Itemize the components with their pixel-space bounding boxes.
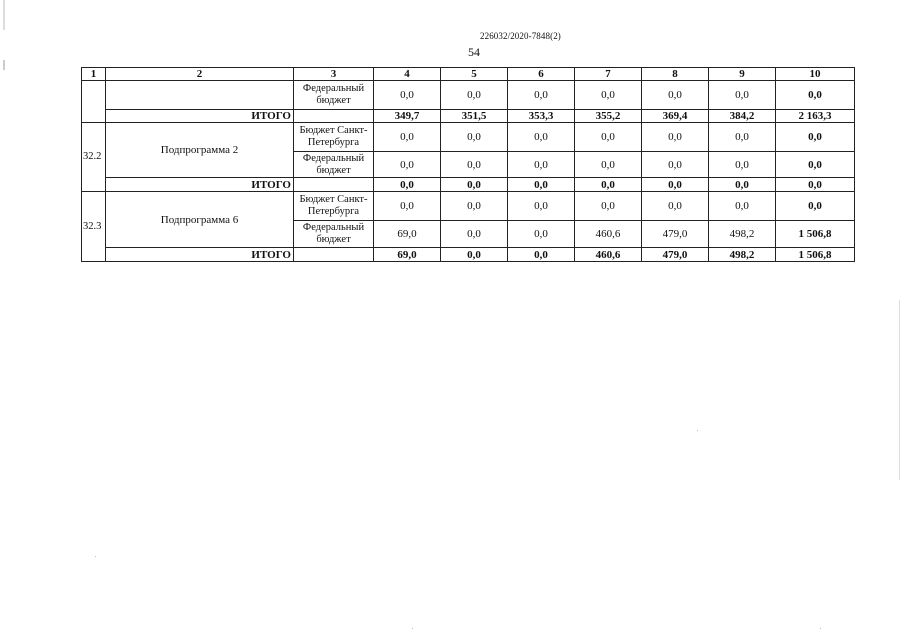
value-cell: 0,0	[508, 152, 575, 178]
funding-source-cell: Федеральный бюджет	[294, 221, 374, 248]
total-value-cell: 384,2	[709, 110, 776, 123]
budget-table	[81, 67, 855, 262]
total-value-cell: 479,0	[642, 248, 709, 262]
scan-edge-mark	[3, 0, 5, 640]
total-value-cell: 0,0	[441, 248, 508, 262]
total-value-cell: 498,2	[709, 248, 776, 262]
total-value-cell: 0,0	[709, 178, 776, 192]
header-cell: 6	[508, 68, 575, 81]
subprogram-name-cell	[106, 81, 294, 110]
total-value-cell: 351,5	[441, 110, 508, 123]
total-column-cell: 0,0	[776, 192, 855, 221]
value-cell: 460,6	[575, 221, 642, 248]
header-cell: 7	[575, 68, 642, 81]
value-cell: 69,0	[374, 221, 441, 248]
empty-cell	[294, 178, 374, 192]
value-cell: 0,0	[374, 152, 441, 178]
value-cell: 0,0	[374, 123, 441, 152]
total-value-cell: 0,0	[508, 248, 575, 262]
value-cell: 0,0	[374, 81, 441, 110]
total-value-cell: 369,4	[642, 110, 709, 123]
total-value-cell: 0,0	[508, 178, 575, 192]
scan-speck	[820, 628, 821, 629]
value-cell: 0,0	[441, 192, 508, 221]
total-row	[82, 248, 855, 262]
funding-source-cell: Федеральный бюджет	[294, 81, 374, 110]
value-cell: 0,0	[642, 123, 709, 152]
total-value-cell: 349,7	[374, 110, 441, 123]
empty-cell	[294, 110, 374, 123]
value-cell: 479,0	[642, 221, 709, 248]
total-column-cell: 1 506,8	[776, 221, 855, 248]
header-cell: 4	[374, 68, 441, 81]
total-value-cell: 353,3	[508, 110, 575, 123]
value-cell: 0,0	[709, 81, 776, 110]
total-label: ИТОГО	[106, 110, 294, 123]
row-number-cell	[82, 81, 106, 123]
total-column-cell: 0,0	[776, 123, 855, 152]
total-value-cell: 0,0	[374, 178, 441, 192]
header-cell: 8	[642, 68, 709, 81]
header-cell: 9	[709, 68, 776, 81]
value-cell: 0,0	[374, 192, 441, 221]
total-value-cell: 0,0	[575, 178, 642, 192]
document-number: 226032/2020-7848(2)	[480, 31, 561, 41]
total-label: ИТОГО	[106, 178, 294, 192]
value-cell: 0,0	[575, 152, 642, 178]
value-cell: 0,0	[575, 81, 642, 110]
value-cell: 0,0	[508, 221, 575, 248]
total-column-cell: 0,0	[776, 81, 855, 110]
total-value-cell: 2 163,3	[776, 110, 855, 123]
funding-source-cell: Бюджет Санкт-Петербурга	[294, 123, 374, 152]
value-cell: 0,0	[642, 81, 709, 110]
total-column-cell: 0,0	[776, 152, 855, 178]
header-cell: 5	[441, 68, 508, 81]
row-number-cell: 32.3	[82, 192, 106, 262]
value-cell: 498,2	[709, 221, 776, 248]
funding-source-cell: Федеральный бюджет	[294, 152, 374, 178]
value-cell: 0,0	[709, 152, 776, 178]
subprogram-name-cell: Подпрограмма 2	[106, 123, 294, 178]
total-value-cell: 1 506,8	[776, 248, 855, 262]
table-row	[82, 123, 855, 152]
header-cell: 10	[776, 68, 855, 81]
scan-speck	[697, 430, 698, 431]
value-cell: 0,0	[508, 81, 575, 110]
header-cell: 2	[106, 68, 294, 81]
total-row	[82, 110, 855, 123]
total-value-cell: 460,6	[575, 248, 642, 262]
value-cell: 0,0	[575, 192, 642, 221]
total-label: ИТОГО	[106, 248, 294, 262]
value-cell: 0,0	[441, 221, 508, 248]
total-value-cell: 0,0	[441, 178, 508, 192]
value-cell: 0,0	[709, 192, 776, 221]
scan-edge-line	[899, 300, 900, 480]
table-row	[82, 81, 855, 110]
header-cell: 3	[294, 68, 374, 81]
total-value-cell: 0,0	[776, 178, 855, 192]
value-cell: 0,0	[508, 123, 575, 152]
total-value-cell: 0,0	[642, 178, 709, 192]
value-cell: 0,0	[508, 192, 575, 221]
funding-source-cell: Бюджет Санкт-Петербурга	[294, 192, 374, 221]
total-value-cell: 355,2	[575, 110, 642, 123]
value-cell: 0,0	[709, 123, 776, 152]
value-cell: 0,0	[441, 123, 508, 152]
page-number: 54	[468, 45, 480, 59]
value-cell: 0,0	[642, 152, 709, 178]
scan-speck	[95, 556, 96, 557]
subprogram-name-cell: Подпрограмма 6	[106, 192, 294, 248]
table-header-row	[82, 68, 855, 81]
total-value-cell: 69,0	[374, 248, 441, 262]
row-number-cell: 32.2	[82, 123, 106, 192]
empty-cell	[294, 248, 374, 262]
header-cell: 1	[82, 68, 106, 81]
scan-speck	[412, 628, 413, 629]
total-row	[82, 178, 855, 192]
value-cell: 0,0	[575, 123, 642, 152]
table-row	[82, 192, 855, 221]
value-cell: 0,0	[642, 192, 709, 221]
value-cell: 0,0	[441, 81, 508, 110]
value-cell: 0,0	[441, 152, 508, 178]
